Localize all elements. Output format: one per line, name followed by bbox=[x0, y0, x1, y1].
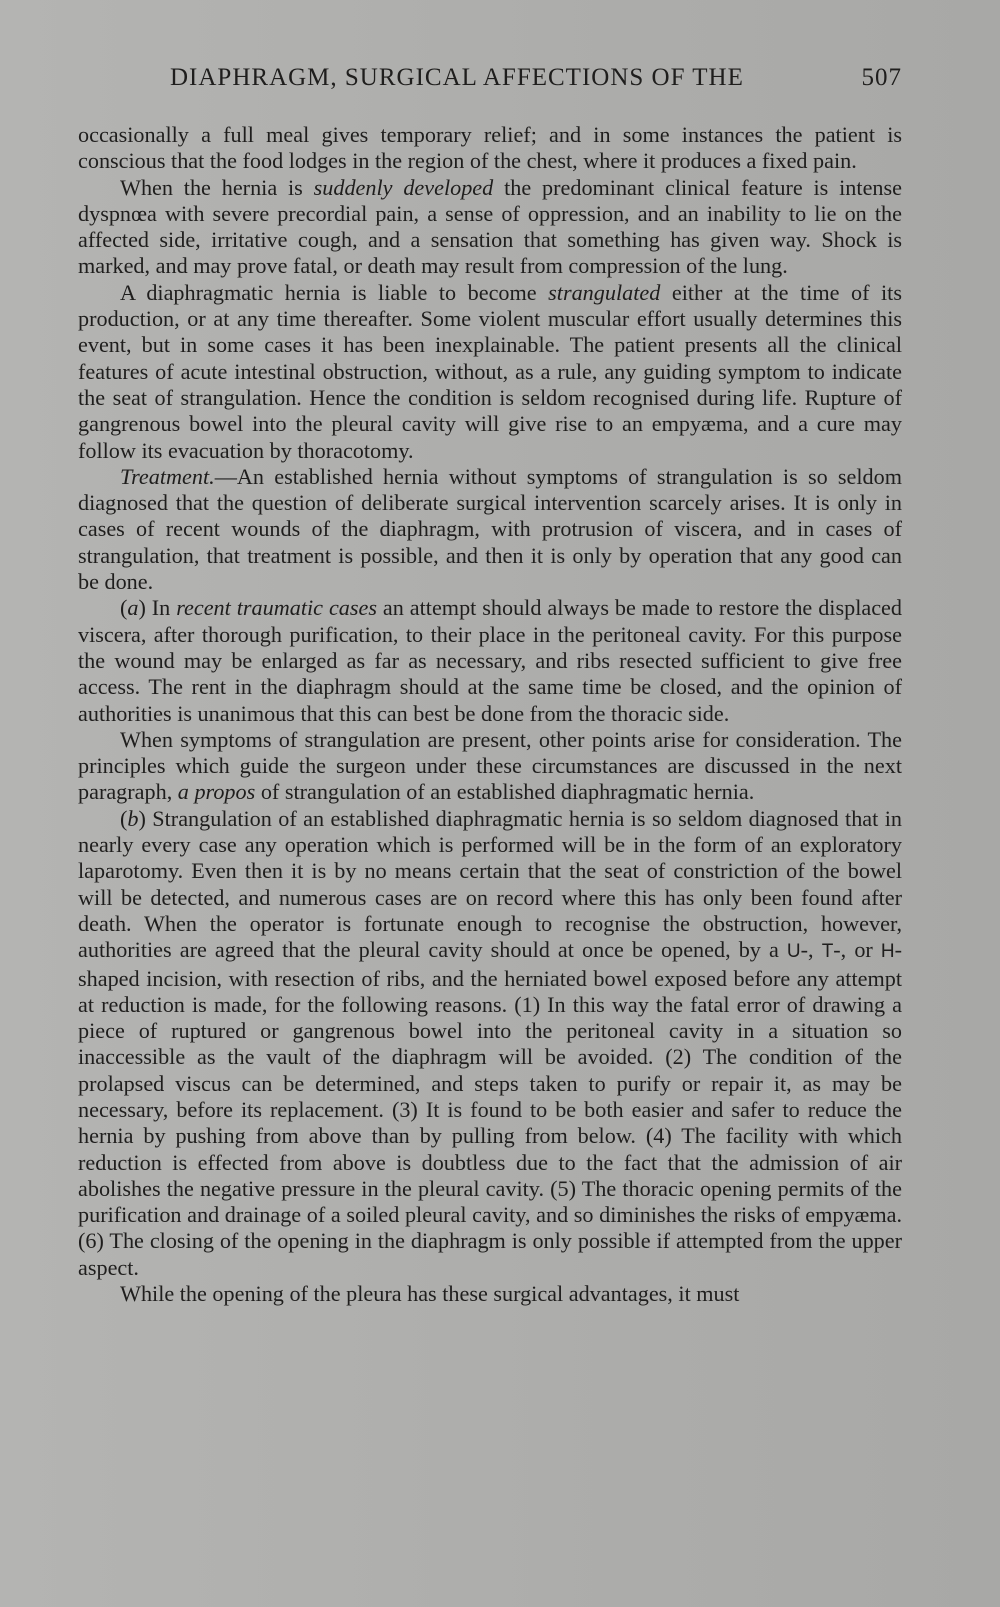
text-run: ( bbox=[120, 805, 128, 831]
text-run: -, or bbox=[833, 937, 881, 963]
incision-letter: T bbox=[821, 941, 834, 963]
paragraph bbox=[78, 122, 902, 175]
italic-text: a bbox=[127, 595, 139, 621]
paragraph bbox=[78, 1281, 902, 1307]
paragraph bbox=[78, 175, 902, 280]
text-run: ( bbox=[120, 595, 128, 621]
italic-text: a propos bbox=[177, 779, 256, 805]
italic-text: strangulated bbox=[548, 279, 661, 305]
text-run: While the opening of the pleura has these surgical advantages, it must bbox=[120, 1281, 740, 1307]
text-run: of strangulation of an established diaphragmatic hernia. bbox=[255, 779, 755, 805]
text-run: A diaphragmatic hernia is liable to become bbox=[120, 279, 549, 305]
text-run: ) Strangulation of an established diaphragmatic hernia is so seldom diagnosed that in nearly every case any operation which is performed will be in the form of an exploratory laparotomy. Even then it is by no means certain that the seat of constriction of the bowel will be detected, and numerous cases are on record where this has only been found after death. When the operator is fortunate enough to recognise the obstruction, however, authorities are agreed that the pleural cavity should at once be opened, by a bbox=[78, 805, 902, 963]
text-run: -, bbox=[800, 937, 822, 963]
text-run: —An established hernia without symptoms of strangulation is so seldom diagnosed that the question of deliberate surgical intervention scarcely arises. It is only in cases of recent wounds of the diaphragm, with protrusion of viscera, and in cases of strangulation, that treatment is possible, and then it is only by operation that any good can be done. bbox=[78, 463, 902, 595]
incision-letter: U bbox=[786, 941, 801, 963]
italic-text: suddenly developed bbox=[313, 174, 494, 200]
italic-text: b bbox=[127, 805, 139, 831]
text-run: When symptoms of strangulation are present, other points arise for consideration. The principles which guide the surgeon under these circumstances are discussed in the next paragraph, bbox=[78, 726, 902, 805]
page-number: 507 bbox=[861, 64, 902, 91]
paragraph bbox=[78, 595, 902, 726]
body-text bbox=[78, 122, 902, 1307]
text-run: -shaped incision, with resection of ribs, and the herniated bowel exposed before any attempt at reduction is made, for the following reasons. (1) In this way the fatal error of drawing a piece of ruptured or gangrenous bowel into the peritoneal cavity in a situation so inaccessible as the vault of the diaphragm will be avoided. (2) The condition of the prolapsed viscus can be determined, and steps taken to purify or repair it, as may be necessary, before its replacement. (3) It is found to be both easier and safer to reduce the hernia by pushing from above than by pulling from below. (4) The facility with which reduction is effected from above is doubtless due to the fact that the admission of air abolishes the negative pressure in the pleural cavity. (5) The thoracic opening permits of the purification and drainage of a soiled pleural cavity, and so diminishes the risks of empyæma. (6) The closing of the opening in the diaphragm is only possible if attempted from the upper aspect. bbox=[78, 937, 903, 1280]
incision-letter: H bbox=[880, 941, 895, 963]
paragraph bbox=[78, 727, 902, 806]
text-run: ) In bbox=[138, 595, 177, 621]
text-run: an attempt should always be made to restore the displaced viscera, after thorough purification, to their place in the peritoneal cavity. For this purpose the wound may be enlarged as far as necessary, and ribs resected sufficient to give free access. The rent in the diaphragm should at the same time be closed, and the opinion of authorities is unanimous that this can best be done from the thoracic side. bbox=[78, 595, 902, 726]
text-run: When the hernia is bbox=[120, 174, 314, 200]
paragraph bbox=[78, 280, 902, 464]
paragraph bbox=[78, 806, 902, 1281]
text-run: occasionally a full meal gives temporary relief; and in some instances the patient is conscious that the food lodges in the region of the chest, where it produces a fixed pain. bbox=[78, 122, 902, 174]
text-run: either at the time of its production, or at any time thereafter. Some violent muscular effort usually determines this event, but in some cases it has been inexplainable. The patient presents all the clinical features of acute intestinal obstruction, without, as a rule, any guiding symptom to indicate the seat of strangulation. Hence the condition is seldom recognised during life. Rupture of gangrenous bowel into the pleural cavity will give rise to an empyæma, and a cure may follow its evacuation by thoracotomy. bbox=[78, 279, 902, 463]
italic-text: recent traumatic cases bbox=[176, 595, 377, 621]
paragraph bbox=[78, 464, 902, 595]
running-head bbox=[170, 64, 910, 100]
text-run: the predominant clinical feature is intense dyspnœa with severe precordial pain, a sense of oppression, and an inability to lie on the affected side, irritative cough, and a sensation that something has given way. Shock is marked, and may prove fatal, or death may result from compression of the lung. bbox=[78, 174, 902, 279]
running-head-title: DIAPHRAGM, SURGICAL AFFECTIONS OF THE bbox=[170, 64, 744, 91]
italic-text: Treatment. bbox=[120, 463, 215, 489]
